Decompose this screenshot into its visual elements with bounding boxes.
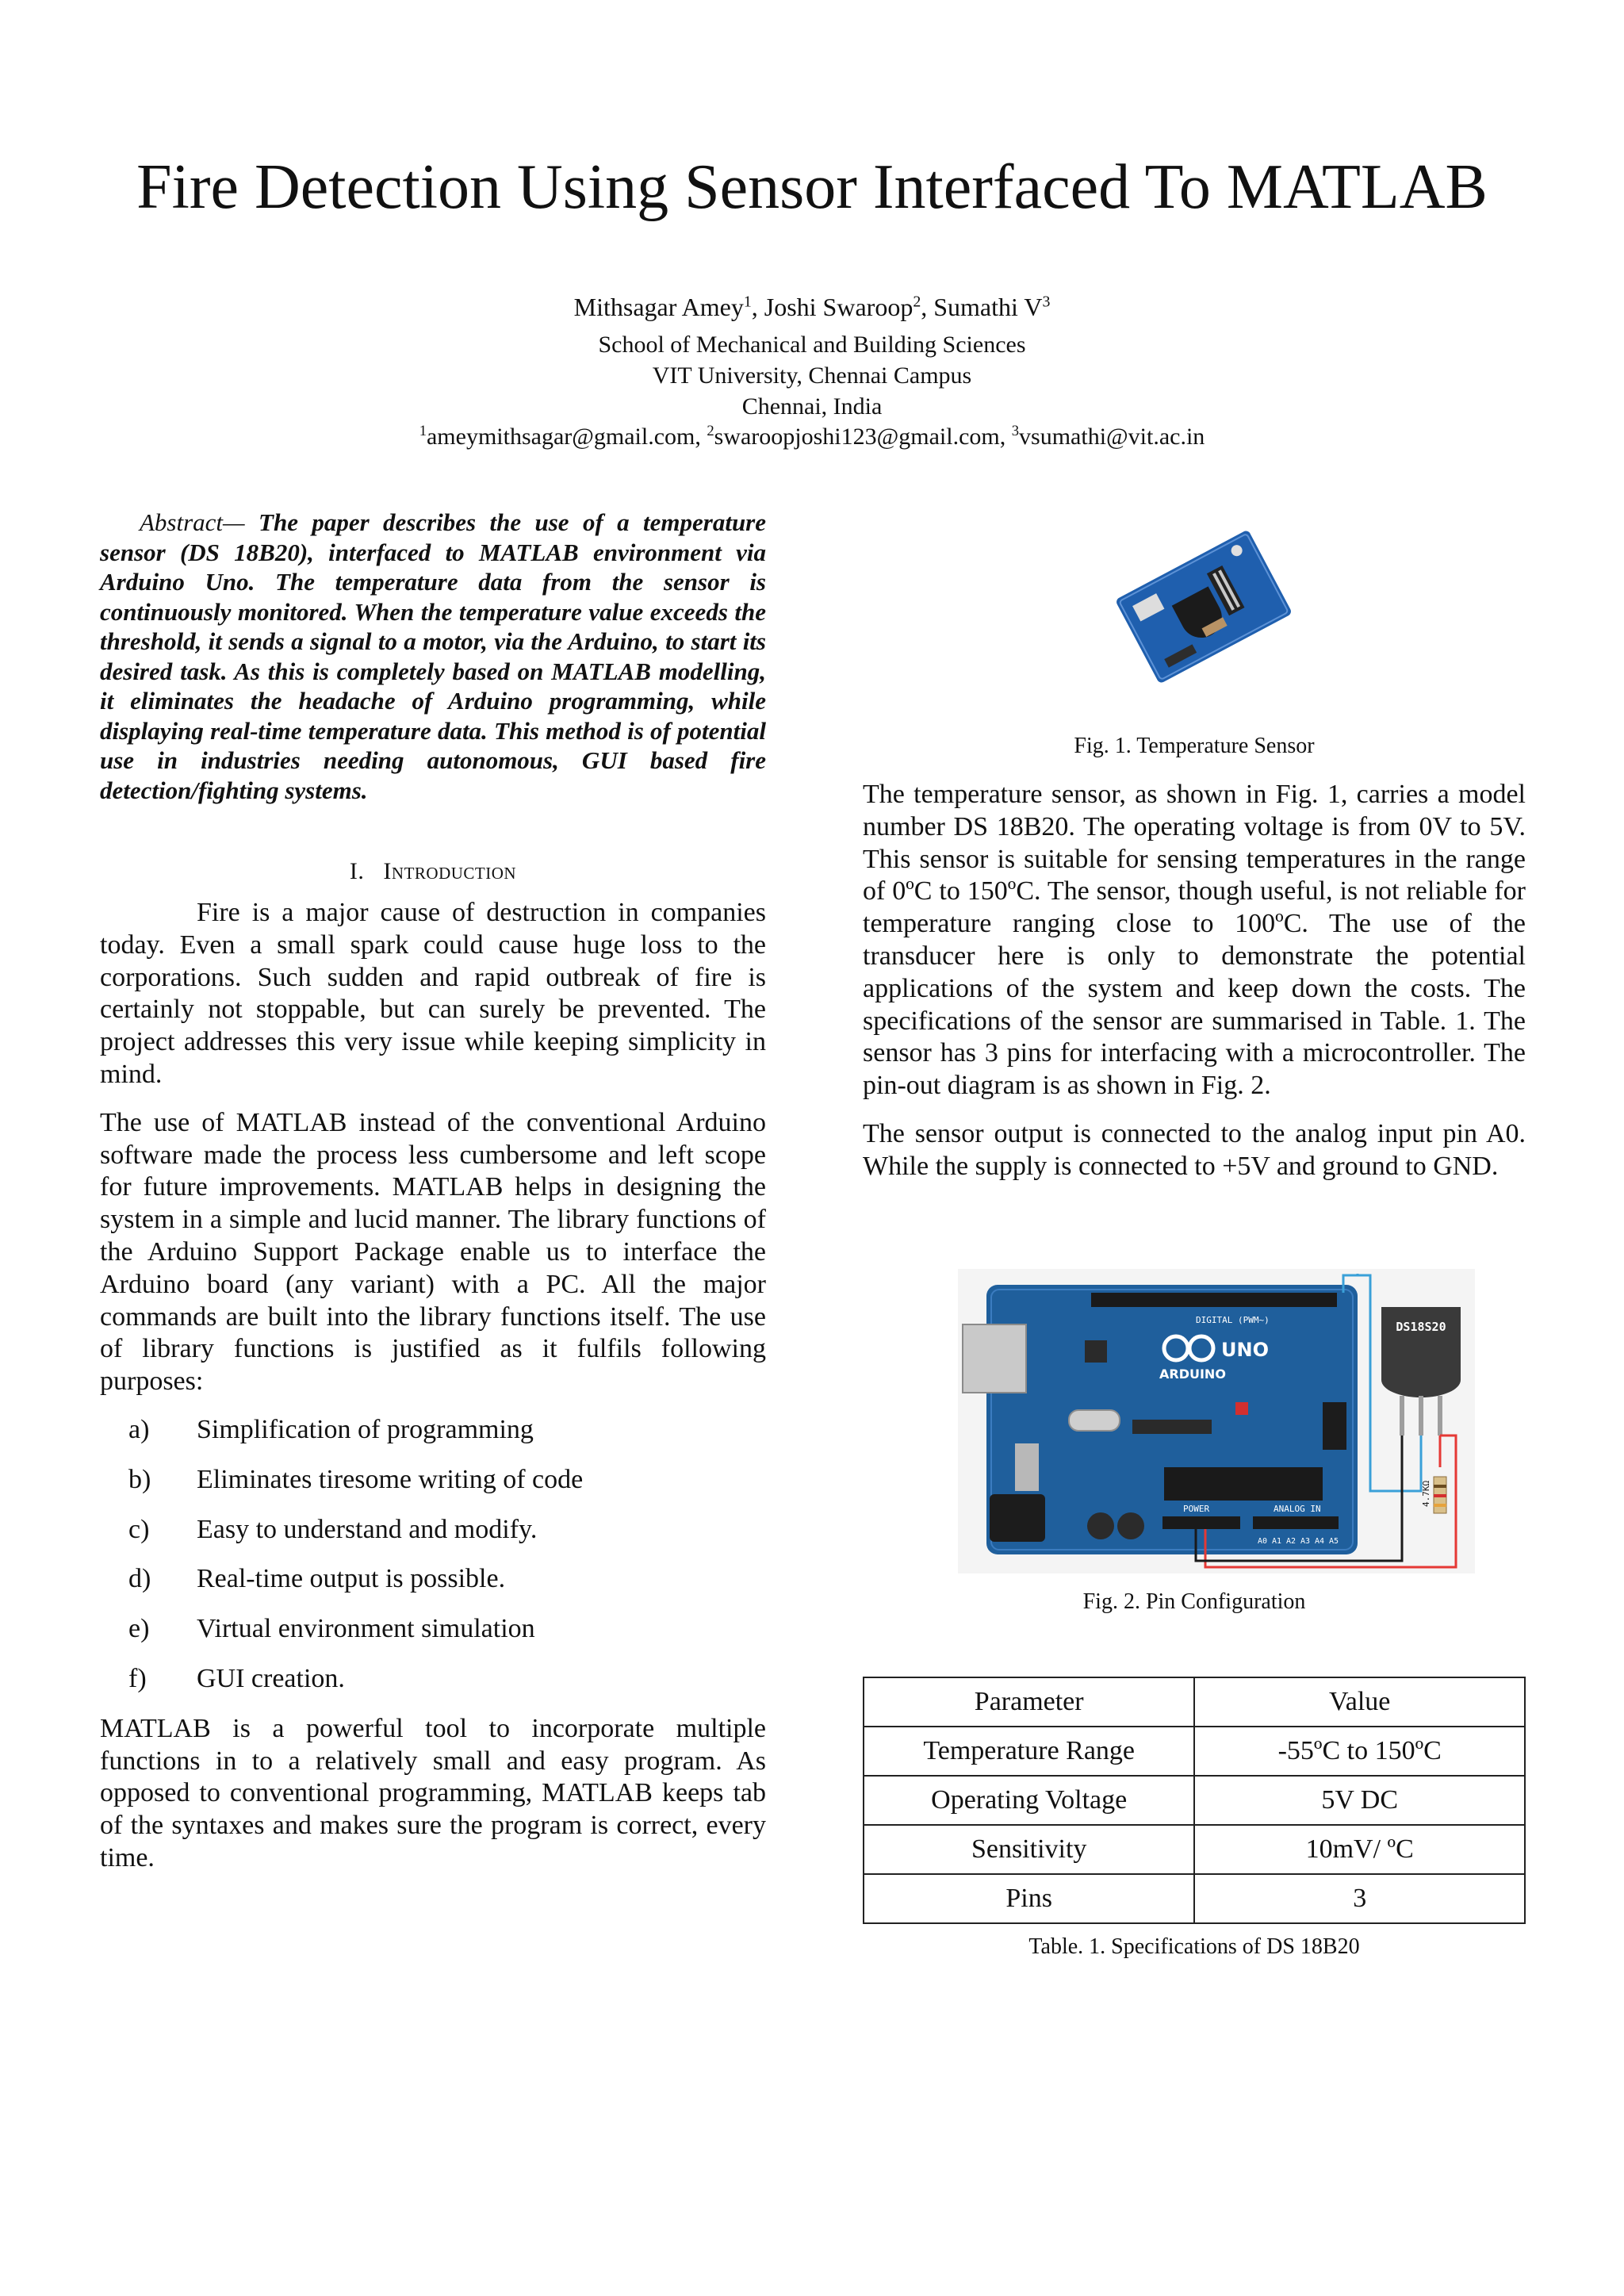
table-cell: -55ºC to 150ºC	[1194, 1727, 1525, 1776]
author-name: Joshi Swaroop	[764, 293, 914, 321]
list-item	[100, 1414, 766, 1447]
intro-paragraph-3: MATLAB is a powerful tool to incorporate multiple functions in to a relatively small and easy program. As opposed to conventional programming, MATLAB keeps tab of the syntaxes and makes sure the program is correct, every time.	[100, 1713, 766, 1872]
list-text: Easy to understand and modify.	[197, 1514, 538, 1544]
email-link[interactable]: vsumathi@vit.ac.in	[1019, 424, 1205, 450]
affiliation-city: Chennai, India	[741, 393, 883, 420]
purposes-list	[100, 1414, 766, 1696]
author-sup: 2	[913, 293, 921, 311]
abstract-body: The paper describes the use of a temperature sensor (DS 18B20), interfaced to MATLAB environment via Arduino Uno. The temperature data from the sensor is continuously monitored. When the temperature value exceeds the threshold, it sends a signal to a motor, via the Arduino, to start its desired task. As this is completely based on MATLAB modelling, it eliminates the headache of Arduino programming, while displaying real-time temperature data. This method is of potential use in industries needing autonomous, GUI based fire detection/fighting systems.	[100, 508, 767, 804]
intro-paragraph-2: The use of MATLAB instead of the conventional Arduino software made the process less cumbersome and left scope for future improvements. MATLAB helps in designing the system in a simple and lucid manner. The library functions of the Arduino Support Package enable us to interface the Arduino board (any variant) with a PC. All the major commands are built into the library functions itself. The use of library functions is justified as it fulfils following purposes:	[100, 1107, 766, 1397]
paper-title: Fire Detection Using Sensor Interfaced To MATLAB	[136, 152, 1488, 222]
analog-pin-label: A0	[1258, 1537, 1268, 1546]
intro-paragraph-1: Fire is a major cause of destruction in companies today. Even a small spark could cause huge loss to the corporations. Such sudden and rapid outbreak of fire is certainly not stoppable, but can surely be prevented. The project addresses this very issue while keeping simplicity in mind.	[100, 898, 766, 1089]
resistor-label: 4.7KΩ	[1421, 1480, 1431, 1507]
power-label: POWER	[1183, 1504, 1210, 1514]
sensor-chip-label: DS18S20	[1396, 1320, 1446, 1334]
list-item	[100, 1663, 766, 1696]
uno-label: UNO	[1221, 1339, 1269, 1361]
list-text: GUI creation.	[197, 1663, 345, 1693]
power-jack	[990, 1494, 1045, 1542]
table-header: Parameter	[864, 1677, 1194, 1727]
figure-2-caption: Fig. 2. Pin Configuration	[1082, 1589, 1306, 1614]
figure-temperature-sensor	[1098, 517, 1304, 703]
connection-paragraph: The sensor output is connected to the analog input pin A0. While the supply is connected to +5V and ground to GND.	[863, 1118, 1526, 1181]
table-cell: Sensitivity	[864, 1825, 1194, 1874]
list-text: Virtual environment simulation	[197, 1614, 535, 1644]
author-name: Mithsagar Amey	[573, 293, 744, 321]
specifications-table	[863, 1677, 1526, 1924]
table-cell: 3	[1194, 1874, 1525, 1923]
power-header	[1162, 1516, 1240, 1529]
list-item	[100, 1464, 766, 1497]
table-caption: Table. 1. Specifications of DS 18B20	[1028, 1934, 1360, 1959]
usb-port	[963, 1324, 1026, 1393]
table-row	[864, 1727, 1525, 1776]
reset-button	[1235, 1402, 1248, 1415]
list-marker: c)	[128, 1514, 150, 1544]
list-item	[100, 1613, 766, 1646]
email-link[interactable]: swaroopjoshi123@gmail.com	[714, 424, 1000, 450]
left-column	[100, 508, 766, 1891]
analog-pin-label: A1	[1272, 1537, 1282, 1546]
author-name: Sumathi V	[933, 293, 1043, 321]
right-column	[863, 779, 1526, 1199]
digital-header	[1091, 1293, 1337, 1307]
section-numeral: I.	[349, 858, 365, 884]
arduino-label: ARDUINO	[1159, 1366, 1226, 1382]
list-marker: d)	[128, 1564, 151, 1594]
section-heading-introduction	[100, 857, 766, 886]
list-marker: a)	[128, 1414, 150, 1444]
list-text: Eliminates tiresome writing of code	[197, 1464, 584, 1494]
table-cell: 10mV/ ºC	[1194, 1825, 1525, 1874]
table-row	[864, 1874, 1525, 1923]
list-marker: e)	[128, 1614, 150, 1644]
table-cell: Pins	[864, 1874, 1194, 1923]
section-title: Introduction	[383, 858, 517, 884]
table-cell: 5V DC	[1194, 1776, 1525, 1825]
atmega-chip	[1164, 1467, 1323, 1501]
analog-pin-label: A5	[1329, 1537, 1339, 1546]
analog-pin-label: A3	[1300, 1537, 1311, 1546]
author-line: Mithsagar Amey$^1$, Joshi Swaroop$^2$, Sumathi $V^3$	[573, 293, 1051, 321]
digital-label: DIGITAL (PWM~)	[1196, 1315, 1270, 1325]
list-item	[100, 1563, 766, 1596]
list-text: Simplification of programming	[197, 1414, 534, 1444]
analog-label: ANALOG IN	[1274, 1504, 1321, 1514]
list-item	[100, 1514, 766, 1547]
affiliation-university: VIT University, Chennai Campus	[652, 362, 972, 389]
author-sup: 3	[1042, 293, 1051, 311]
table-cell: Temperature Range	[864, 1727, 1194, 1776]
list-text: Real-time output is possible.	[197, 1564, 506, 1594]
sensor-paragraph: The temperature sensor, as shown in Fig. 1, carries a model number DS 18B20. The operating voltage is from 0V to 5V. This sensor is suitable for sensing temperatures in the range of 0ºC to 150ºC. The sensor, though useful, is not reliable for temperature ranging close to 100ºC. The use of the transducer here is only to demonstrate the potential applications of the system and keep down the costs. The specifications of the sensor are summarised in Table. 1. The sensor has 3 pins for interfacing with a microcontroller. The pin-out diagram is as shown in Fig. 2.	[863, 780, 1526, 1101]
email-link[interactable]: ameymithsagar@gmail.com	[426, 424, 695, 450]
affiliation-school: School of Mechanical and Building Sciences	[598, 332, 1026, 358]
email-sup: 2	[707, 423, 714, 439]
list-marker: b)	[128, 1464, 151, 1494]
table-cell: Operating Voltage	[864, 1776, 1194, 1825]
table-header: Value	[1194, 1677, 1525, 1727]
table-row	[864, 1776, 1525, 1825]
analog-pin-label: A2	[1286, 1537, 1297, 1546]
figure-1-caption: Fig. 1. Temperature Sensor	[1074, 734, 1315, 758]
table-row	[864, 1825, 1525, 1874]
author-emails: $^1$ameymithsagar@gmail.com, $^2$swaroopjoshi123@gmail.com, $^3$vsumathi@vit.ac.in	[419, 423, 1205, 450]
figure-pin-configuration	[958, 1269, 1475, 1573]
abstract	[100, 508, 766, 805]
analog-header	[1253, 1516, 1339, 1529]
abstract-lead: Abstract—	[140, 508, 245, 536]
analog-pin-label: A4	[1315, 1537, 1325, 1546]
author-sup: 1	[743, 293, 752, 311]
table-header-row	[864, 1677, 1525, 1727]
email-sup: 3	[1011, 423, 1020, 439]
email-sup: 1	[419, 423, 427, 439]
list-marker: f)	[128, 1663, 147, 1693]
